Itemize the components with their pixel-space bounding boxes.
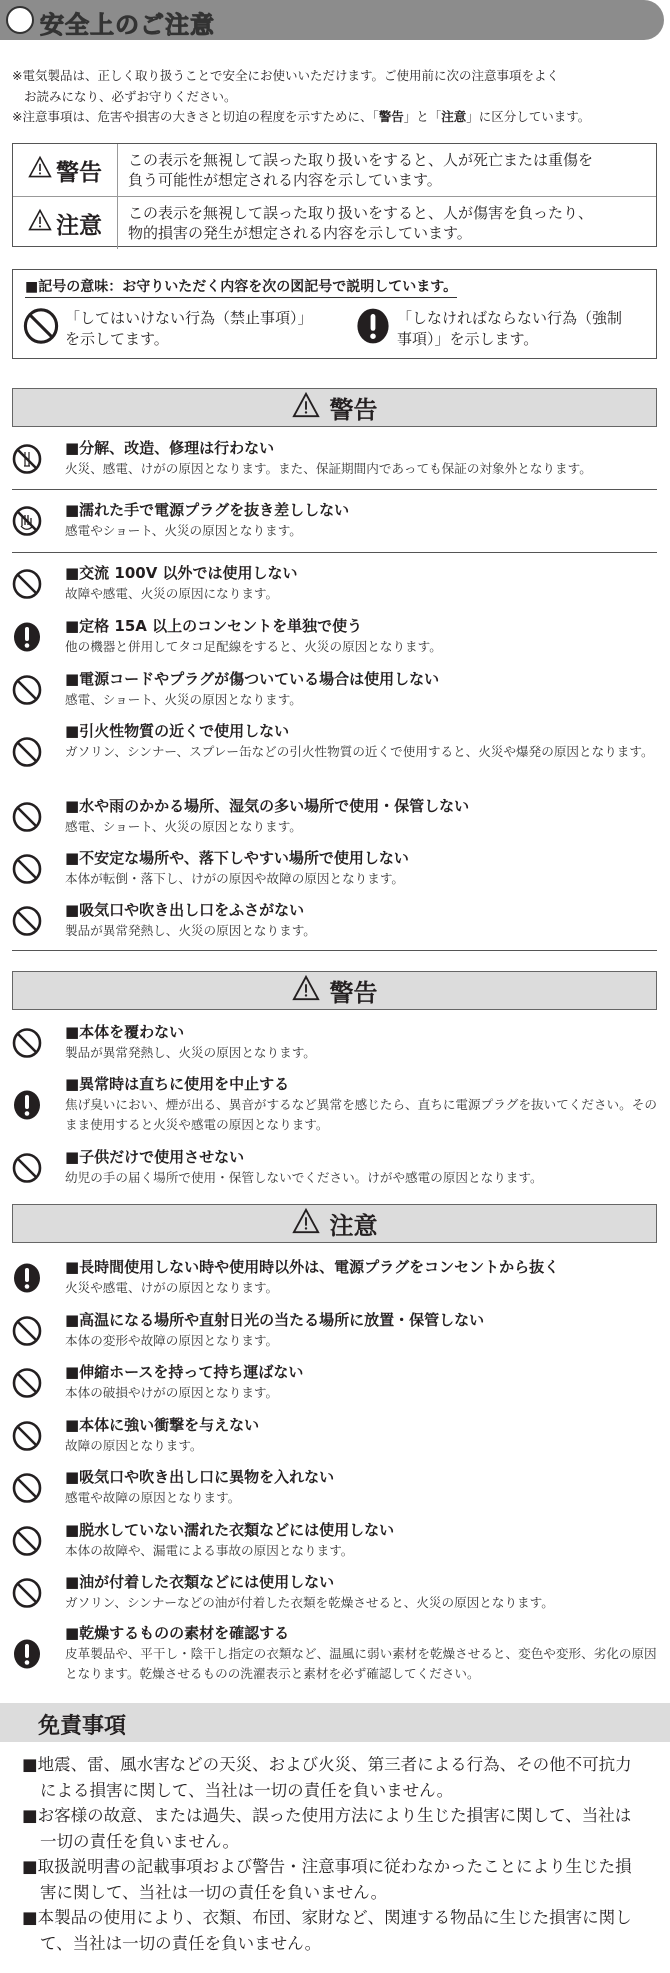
safety-item — [12, 1147, 662, 1188]
signal-word-definitions — [12, 143, 657, 247]
prohibition-icon — [12, 906, 42, 936]
disclaimer-header — [0, 1703, 670, 1742]
safety-item — [12, 563, 662, 604]
prohibition-icon — [12, 1473, 42, 1503]
no-disassembly-icon — [12, 444, 42, 474]
note-text: ※注意事項は、危害や損害の大きさと切迫の程度を示すために、「 — [12, 109, 379, 124]
note-text: 」に区分しています。 — [466, 109, 591, 124]
safety-item-title: ■子供だけで使用させない — [65, 1148, 245, 1166]
safety-item — [12, 669, 662, 710]
definition-text: 物的損害の発生が想定される内容を示しています。 — [128, 224, 472, 242]
section-header-caution — [12, 1204, 657, 1243]
divider — [12, 552, 657, 553]
prohibition-icon — [12, 1316, 42, 1346]
mandatory-icon — [12, 1639, 42, 1669]
safety-item — [12, 1310, 662, 1351]
prohibition-icon — [12, 802, 42, 832]
definition-warning — [13, 144, 656, 196]
prohibition-icon — [12, 675, 42, 705]
safety-item-title: ■高温になる場所や直射日光の当たる場所に放置・保管しない — [65, 1311, 485, 1329]
safety-item-description: 感電、ショート、火災の原因となります。 — [65, 692, 302, 707]
definition-caution — [13, 196, 656, 249]
safety-item-title: ■不安定な場所や、落下しやすい場所で使用しない — [65, 849, 409, 867]
disclaimer-item: ■取扱説明書の記載事項および警告・注意事項に従わなかったことにより生じた損害に関して、当社は一切の責任を負いません。 — [22, 1857, 632, 1902]
prohibition-icon — [12, 1421, 42, 1451]
divider — [12, 489, 657, 490]
safety-item-title: ■本体に強い衝撃を与えない — [65, 1416, 260, 1434]
safety-item — [12, 721, 662, 782]
warning-triangle-icon — [28, 208, 52, 238]
disclaimer-title: 免責事項 — [38, 1714, 127, 1739]
prohibition-icon — [23, 308, 59, 350]
safety-item-title: ■電源コードやプラグが傷ついている場合は使用しない — [65, 670, 440, 688]
symbol-desc: 事項）」を示します。 — [397, 330, 539, 348]
symbol-desc: 「してはいけない行為（禁止事項）」 — [65, 309, 313, 327]
intro-note-1 — [12, 66, 559, 105]
section-heading: 警告 — [329, 396, 378, 424]
safety-item-description: 感電、ショート、火災の原因となります。 — [65, 819, 302, 834]
warning-triangle-icon — [28, 155, 52, 185]
safety-item — [12, 1257, 662, 1298]
symbol-desc: を示してます。 — [65, 330, 169, 348]
safety-item-description: 他の機器と併用してタコ足配線をすると、火災の原因となります。 — [65, 639, 442, 654]
prohibition-icon — [12, 1578, 42, 1608]
disclaimer-item: ■お客様の故意、または過失、誤った使用方法により生じた損害に関して、当社は一切の責任を負いません。 — [22, 1806, 632, 1851]
note-line: お読みになり、必ずお守りください。 — [24, 89, 237, 104]
page-header-bar — [0, 0, 664, 40]
safety-item-title: ■吸気口や吹き出し口に異物を入れない — [65, 1468, 335, 1486]
safety-item-title: ■本体を覆わない — [65, 1023, 185, 1041]
mandatory-icon — [355, 308, 391, 350]
safety-item — [12, 1074, 662, 1135]
safety-item-title: ■引火性物質の近くで使用しない — [65, 722, 290, 740]
warning-triangle-icon — [292, 974, 320, 1008]
note-caution-word: 注意 — [441, 109, 467, 124]
safety-item-description: 故障の原因となります。 — [65, 1438, 203, 1453]
divider — [12, 950, 657, 951]
safety-item-title: ■長時間使用しない時や使用時以外は、電源プラグをコンセントから抜く — [65, 1258, 560, 1276]
disclaimer-item: ■本製品の使用により、衣類、布団、家財など、関連する物品に生じた損害に関して、当社は一切の責任を負いません。 — [22, 1908, 632, 1953]
safety-item-description: 幼児の手の届く場所で使用・保管しないでください。けがや感電の原因となります。 — [65, 1170, 543, 1185]
safety-item-description: 感電やショート、火災の原因となります。 — [65, 523, 302, 538]
safety-item-description: 故障や感電、火災の原因になります。 — [65, 586, 279, 601]
safety-item-title: ■定格 15A 以上のコンセントを単独で使う — [65, 617, 363, 635]
symbol-desc: 「しなければならない行為（強制 — [397, 309, 623, 327]
warning-triangle-icon — [292, 391, 320, 425]
symbol-legend — [12, 269, 657, 359]
safety-item — [12, 616, 662, 657]
mandatory-icon — [12, 1090, 42, 1120]
safety-item-description: 本体が転倒・落下し、けがの原因や故障の原因となります。 — [65, 871, 405, 886]
mandatory-icon — [12, 622, 42, 652]
safety-item — [12, 848, 662, 889]
safety-item — [12, 900, 662, 941]
safety-item — [12, 438, 662, 479]
definition-label: 警告 — [56, 159, 102, 186]
section-header-warning — [12, 971, 657, 1010]
safety-item — [12, 1623, 662, 1684]
no-wet-hands-icon — [12, 506, 42, 536]
mandatory-icon — [12, 1263, 42, 1293]
safety-item-description: 感電や故障の原因となります。 — [65, 1490, 241, 1505]
safety-item — [12, 1362, 662, 1403]
safety-item-description: 製品が異常発熱し、火災の原因となります。 — [65, 1045, 316, 1060]
prohibition-icon — [12, 1153, 42, 1183]
safety-item-description: 火災や感電、けがの原因となります。 — [65, 1280, 279, 1295]
definition-text: この表示を無視して誤った取り扱いをすると、人が傷害を負ったり、 — [128, 204, 594, 222]
prohibition-icon — [12, 1368, 42, 1398]
safety-item — [12, 1572, 662, 1613]
safety-item-description: 本体の変形や故障の原因となります。 — [65, 1333, 279, 1348]
safety-item-title: ■分解、改造、修理は行わない — [65, 439, 275, 457]
prohibition-icon — [12, 1526, 42, 1556]
warning-triangle-icon — [292, 1207, 320, 1241]
safety-item-description: 火災、感電、けがの原因となります。また、保証期間内であっても保証の対象外となります。 — [65, 461, 592, 476]
intro-note-2 — [12, 107, 590, 125]
section-heading: 警告 — [329, 979, 378, 1007]
prohibition-icon — [12, 1028, 42, 1058]
disclaimer-list — [22, 1752, 642, 1956]
safety-item-description: ガソリン、シンナーなどの油が付着した衣類を乾燥させると、火災の原因となります。 — [65, 1595, 554, 1610]
safety-item-title: ■脱水していない濡れた衣類などには使用しない — [65, 1521, 395, 1539]
definition-text: この表示を無視して誤った取り扱いをすると、人が死亡または重傷を — [128, 151, 594, 169]
safety-item-description: 本体の破損やけがの原因となります。 — [65, 1385, 279, 1400]
safety-item-title: ■濡れた手で電源プラグを抜き差ししない — [65, 501, 350, 519]
note-line: ※電気製品は、正しく取り扱うことで安全にお使いいただけます。ご使用前に次の注意事項をよく — [12, 68, 559, 83]
safety-item-title: ■水や雨のかかる場所、湿気の多い場所で使用・保管しない — [65, 797, 470, 815]
safety-item — [12, 796, 662, 837]
note-text: 」と「 — [403, 109, 442, 124]
safety-item-title: ■異常時は直ちに使用を中止する — [65, 1075, 290, 1093]
safety-item — [12, 1022, 662, 1063]
circle-bullet-icon — [6, 6, 34, 34]
section-heading: 注意 — [329, 1212, 378, 1240]
safety-item-description: 焦げ臭いにおい、煙が出る、異音がするなど異常を感じたら、直ちに電源プラグを抜いてください。そのまま使用すると火災や感電の原因となります。 — [65, 1097, 657, 1132]
safety-item — [12, 1520, 662, 1561]
safety-item-title: ■油が付着した衣類などには使用しない — [65, 1573, 335, 1591]
safety-item — [12, 1415, 662, 1456]
definition-text: 負う可能性が想定される内容を示しています。 — [128, 171, 442, 189]
note-warning-word: 警告 — [378, 109, 404, 124]
safety-item-description: ガソリン、シンナー、スプレー缶などの引火性物質の近くで使用すると、火災や爆発の原因となります。 — [65, 744, 654, 759]
safety-item — [12, 1467, 662, 1508]
prohibition-icon — [12, 854, 42, 884]
safety-item-description: 製品が異常発熱し、火災の原因となります。 — [65, 923, 316, 938]
safety-item-title: ■吸気口や吹き出し口をふさがない — [65, 901, 305, 919]
safety-item-description: 皮革製品や、平干し・陰干し指定の衣類など、温風に弱い素材を乾燥させると、変色や変形、劣化の原因となります。乾燥させるものの洗濯表示と素材を必ず確認してください。 — [65, 1646, 657, 1681]
safety-item-title: ■伸縮ホースを持って持ち運ばない — [65, 1363, 304, 1381]
page-title: 安全上のご注意 — [40, 11, 215, 39]
safety-item-description: 本体の故障や、漏電による事故の原因となります。 — [65, 1543, 354, 1558]
definition-label: 注意 — [56, 212, 102, 239]
safety-item — [12, 500, 662, 541]
prohibition-icon — [12, 737, 42, 767]
safety-item-title: ■乾燥するものの素材を確認する — [65, 1624, 290, 1642]
symbol-legend-title: ■記号の意味：お守りいただく内容を次の図記号で説明しています。 — [25, 276, 457, 298]
prohibition-icon — [12, 569, 42, 599]
disclaimer-item: ■地震、雷、風水害などの天災、および火災、第三者による行為、その他不可抗力による損害に関して、当社は一切の責任を負いません。 — [22, 1755, 632, 1800]
safety-item-title: ■交流 100V 以外では使用しない — [65, 564, 298, 582]
section-header-warning — [12, 388, 657, 427]
